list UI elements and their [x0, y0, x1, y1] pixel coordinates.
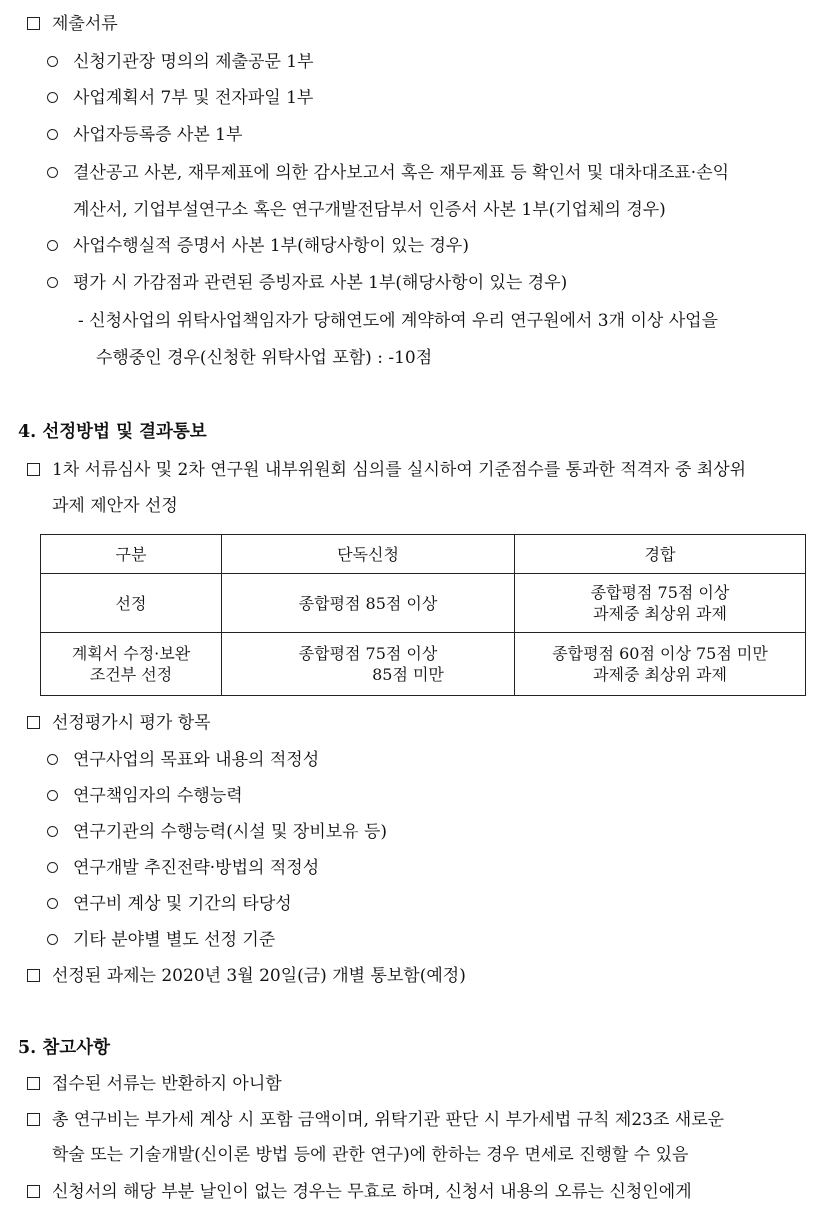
cell-line: 85점 미만: [372, 665, 444, 684]
reference-text: 학술 또는 기술개발(신이론 방법 등에 관한 연구)에 한하는 경우 면세로 진행할 수 있음: [52, 1145, 689, 1165]
table-header-row: [41, 535, 806, 574]
eval-item-text: 연구비 계상 및 기간의 타당성: [73, 894, 292, 914]
notice-text: 선정된 과제는 2020년 3월 20일(금) 개별 통보함(예정): [52, 966, 466, 986]
circle-bullet-icon: [47, 862, 58, 873]
table-cell-competitive: [515, 574, 806, 633]
docs-item-text: 평가 시 가감점과 관련된 증빙자료 사본 1부(해당사항이 있는 경우): [73, 273, 568, 293]
square-bullet-icon: [27, 1185, 40, 1198]
circle-bullet-icon: [47, 56, 58, 67]
docs-item-text: 사업계획서 7부 및 전자파일 1부: [73, 88, 314, 108]
square-bullet-icon: [27, 17, 40, 30]
docs-item-text: 사업자등록증 사본 1부: [73, 125, 243, 145]
table-header-cell: 구분: [41, 535, 222, 574]
cell-line: 종합평점 75점 이상: [590, 583, 730, 602]
circle-bullet-icon: [47, 129, 58, 140]
table-cell-single: 종합평점 85점 이상: [222, 574, 515, 633]
docs-heading: 제출서류: [52, 14, 118, 34]
cell-line: 계획서 수정·보완: [71, 644, 191, 663]
reference-text: 접수된 서류는 반환하지 아니함: [52, 1074, 282, 1094]
selection-criteria-table: [40, 534, 806, 696]
table-cell-label: [41, 633, 222, 696]
circle-bullet-icon: [47, 92, 58, 103]
table-cell-competitive: [515, 633, 806, 696]
eval-item-text: 기타 분야별 별도 선정 기준: [73, 930, 276, 950]
docs-item-text: 결산공고 사본, 재무제표에 의한 감사보고서 혹은 재무제표 등 확인서 및 대차대조표·손익: [73, 163, 730, 183]
square-bullet-icon: [27, 716, 40, 729]
eval-item-text: 연구개발 추진전략·방법의 적정성: [73, 858, 320, 878]
table-cell-single: [222, 633, 515, 696]
eval-heading: 선정평가시 평가 항목: [52, 713, 211, 733]
section-4-title: 4. 선정방법 및 결과통보: [18, 422, 207, 442]
circle-bullet-icon: [47, 277, 58, 288]
circle-bullet-icon: [47, 240, 58, 251]
paragraph-text: 과제 제안자 선정: [52, 496, 178, 516]
reference-text: 신청서의 해당 부분 날인이 없는 경우는 무효로 하며, 신청서 내용의 오류는 신청인에게: [52, 1182, 692, 1202]
cell-line: 종합평점 60점 이상 75점 미만: [552, 644, 768, 663]
circle-bullet-icon: [47, 826, 58, 837]
square-bullet-icon: [27, 1113, 40, 1126]
reference-text: 총 연구비는 부가세 계상 시 포함 금액이며, 위탁기관 판단 시 부가세법 규칙 제23조 새로운: [52, 1110, 725, 1130]
circle-bullet-icon: [47, 934, 58, 945]
eval-item-text: 연구기관의 수행능력(시설 및 장비보유 등): [73, 822, 388, 842]
docs-item-text: 신청기관장 명의의 제출공문 1부: [73, 52, 314, 72]
dash-item-text: - 신청사업의 위탁사업책임자가 당해연도에 계약하여 우리 연구원에서 3개 이상 사업을: [78, 311, 718, 331]
square-bullet-icon: [27, 969, 40, 982]
table-header-cell: 경합: [515, 535, 806, 574]
cell-line: 종합평점 75점 이상: [298, 644, 438, 663]
cell-line: 과제중 최상위 과제: [593, 604, 727, 623]
circle-bullet-icon: [47, 754, 58, 765]
eval-item-text: 연구사업의 목표와 내용의 적정성: [73, 750, 320, 770]
circle-bullet-icon: [47, 790, 58, 801]
docs-item-text: 사업수행실적 증명서 사본 1부(해당사항이 있는 경우): [73, 236, 469, 256]
table-row: [41, 574, 806, 633]
cell-line: 과제중 최상위 과제: [593, 665, 727, 684]
table-header-cell: 단독신청: [222, 535, 515, 574]
paragraph-text: 1차 서류심사 및 2차 연구원 내부위원회 심의를 실시하여 기준점수를 통과한 적격자 중 최상위: [52, 460, 747, 480]
eval-item-text: 연구책임자의 수행능력: [73, 786, 243, 806]
circle-bullet-icon: [47, 167, 58, 178]
cell-line: 조건부 선정: [89, 665, 173, 684]
circle-bullet-icon: [47, 898, 58, 909]
square-bullet-icon: [27, 1077, 40, 1090]
docs-item-text: 계산서, 기업부설연구소 혹은 연구개발전담부서 인증서 사본 1부(기업체의 경우): [73, 200, 666, 220]
table-cell-label: 선정: [41, 574, 222, 633]
section-5-title: 5. 참고사항: [18, 1038, 110, 1058]
table-row: [41, 633, 806, 696]
square-bullet-icon: [27, 463, 40, 476]
dash-item-text: 수행중인 경우(신청한 위탁사업 포함) : -10점: [96, 348, 433, 368]
